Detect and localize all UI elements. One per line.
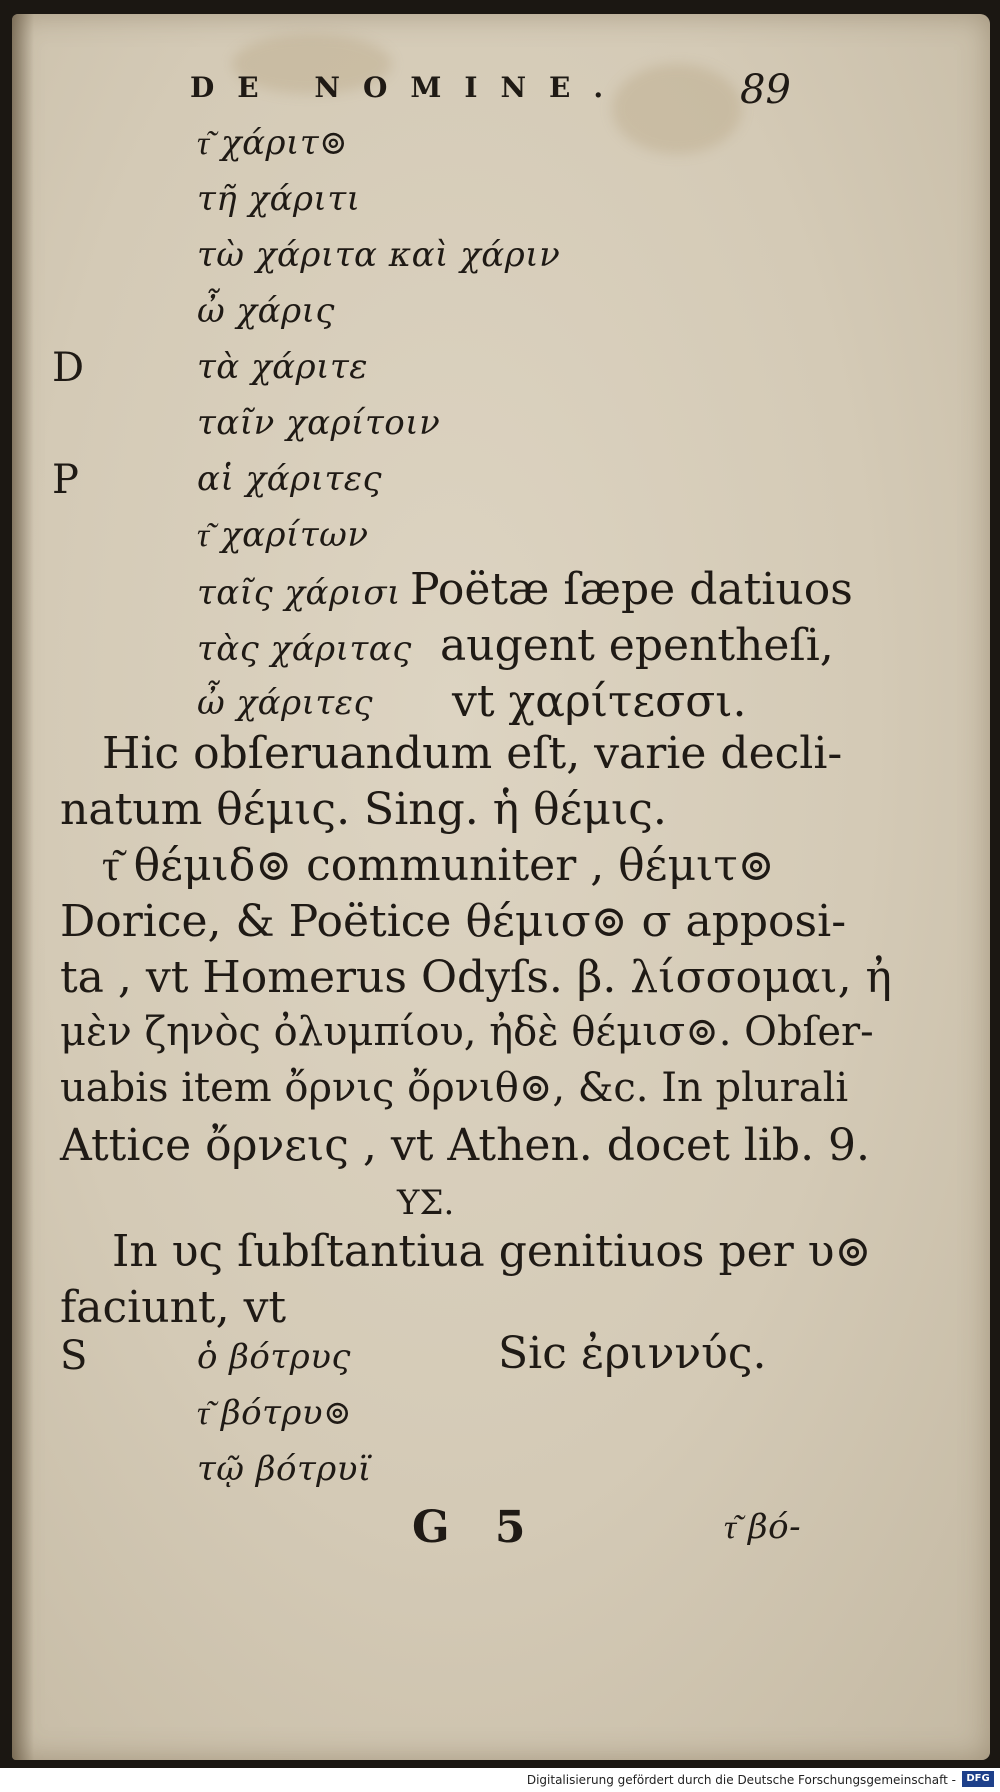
paradigm-row: τ͂ χαρίτων	[197, 515, 369, 555]
text-line: faciunt, vt	[60, 1282, 287, 1333]
paradigm-row: τὰ χάριτε	[197, 347, 369, 387]
text-line: τ͂ θέμιδ⊚ communiter , θέμιτ⊚	[102, 840, 775, 891]
text-line: natum θέμις. Sing. ἡ θέμις.	[60, 784, 667, 835]
binding-shadow	[12, 14, 34, 1760]
paradigm-row: τ͂ βότρυ⊚	[197, 1393, 353, 1433]
plural-marker: P	[52, 457, 79, 503]
dual-marker: D	[52, 345, 85, 391]
text-line: Hic obſeruandum eſt, varie decli-	[102, 728, 843, 779]
poetic-note-line: vt χαρίτεσσι.	[452, 676, 747, 727]
digitization-footer	[0, 1768, 1000, 1792]
text-line: μὲν ζηνὸς ὀλυμπίου, ἠδὲ θέμισ⊚. Obſer-	[60, 1009, 874, 1055]
singular-marker: S	[60, 1333, 88, 1379]
paradigm-row: αἱ χάριτες	[197, 459, 383, 499]
paradigm-row: τῷ βότρυϊ	[197, 1449, 372, 1489]
declension-aside: Sic ἐριννύς.	[498, 1328, 767, 1379]
poetic-note-line: Poëtæ ſæpe datiuos	[410, 564, 853, 615]
page-number: 89	[740, 67, 791, 113]
paradigm-row: τὰς χάριτας	[197, 629, 412, 669]
section-heading: ΥΣ.	[397, 1183, 455, 1223]
text-line: Dorice, & Poëtice θέμισ⊚ σ apposi-	[60, 896, 847, 947]
text-line: Attice ὄρνεις , vt Athen. docet lib. 9.	[60, 1120, 871, 1171]
dfg-logo: DFG	[962, 1771, 994, 1787]
paradigm-row: τ͂ χάριτ⊚	[197, 123, 349, 163]
text-line: In υς ſubſtantiua genitiuos per υ⊚	[112, 1226, 872, 1277]
text-line: ta , vt Homerus Odyſs. β. λίσσομαι, ἠ	[60, 952, 892, 1003]
book-page	[12, 14, 990, 1760]
paradigm-row: ὁ βότρυς	[197, 1337, 351, 1377]
paradigm-row: τῆ χάριτι	[197, 179, 361, 219]
signature-mark: G 5	[412, 1502, 526, 1553]
catchword: τ͂ βό-	[724, 1507, 802, 1547]
paradigm-row: ὦ χάριτες	[197, 683, 374, 723]
paradigm-row: ταῖν χαρίτοιν	[197, 403, 441, 443]
paper-stain	[612, 64, 742, 154]
text-line: uabis item ὄρνις ὄρνιθ⊚, &c. In plurali	[60, 1065, 849, 1111]
paradigm-row: τὼ χάριτα καὶ χάριν	[197, 235, 561, 275]
running-title: DE NOMINE.	[190, 71, 627, 104]
funding-credit: Digitalisierung gefördert durch die Deutsche Forschungsgemeinschaft -	[526, 1773, 956, 1787]
paradigm-row: ταῖς χάρισι	[197, 573, 401, 613]
poetic-note-line: augent epentheſi,	[440, 620, 834, 671]
paradigm-row: ὦ χάρις	[197, 291, 335, 331]
